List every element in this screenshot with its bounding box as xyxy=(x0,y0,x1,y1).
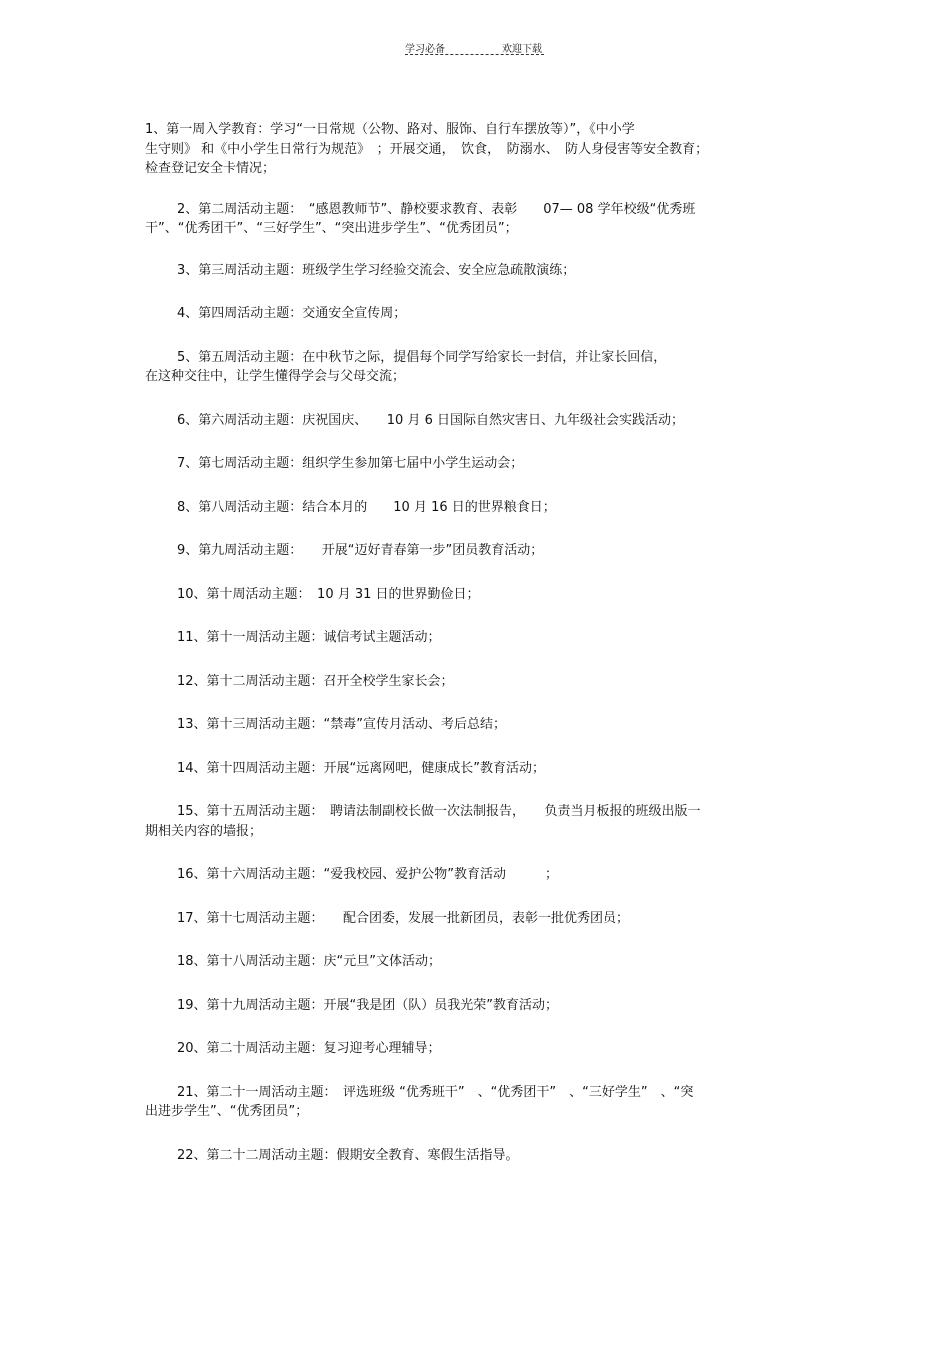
list-item-week-11 xyxy=(145,628,805,648)
activity-plan-list xyxy=(145,120,805,1165)
list-item-text: 12、第十二周活动主题：召开全校学生家长会； xyxy=(177,673,454,689)
list-item-week-9 xyxy=(145,541,805,561)
list-item-text: 5、第五周活动主题：在中秋节之际，提倡每个同学写给家长一封信，并让家长回信， xyxy=(177,349,667,365)
header-right-text: 欢迎下载 xyxy=(502,44,542,55)
list-item-text: 10、第十周活动主题： 10 月 31 日的世界勤俭日； xyxy=(177,586,480,602)
list-item-text: 干”、“优秀团干”、“三好学生”、“突出进步学生”、“优秀团员”； xyxy=(145,221,518,236)
list-item-text: 15、第十五周活动主题： 聘请法制副校长做一次法制报告， 负责当月板报的班级出版一 xyxy=(177,804,701,819)
list-item-week-5 xyxy=(145,348,805,387)
page-header xyxy=(0,40,950,60)
list-item-week-3 xyxy=(145,261,805,281)
list-item-week-19 xyxy=(145,996,805,1016)
list-item-week-22 xyxy=(145,1146,805,1166)
list-item-text: 18、第十八周活动主题：庆“元旦”文体活动； xyxy=(177,954,442,969)
list-item-week-2 xyxy=(145,200,805,239)
list-item-week-10 xyxy=(145,585,805,605)
list-item-text: 1、第一周入学教育：学习“一日常规（公物、路对、服饰、自行车摆放等）”，《中小学 xyxy=(145,122,635,137)
list-item-text: 6、第六周活动主题：庆祝国庆、 10 月 6 日国际自然灾害日、九年级社会实践活动； xyxy=(177,412,684,428)
list-item-text: 14、第十四周活动主题：开展“远离网吧，健康成长”教育活动； xyxy=(177,760,546,776)
list-item-text: 16、第十六周活动主题：“爱我校园、爱护公物”教育活动 ； xyxy=(177,867,559,882)
list-item-text: 7、第七周活动主题：组织学生参加第七届中小学生运动会； xyxy=(177,456,524,471)
list-item-week-16 xyxy=(145,865,805,885)
list-item-week-21 xyxy=(145,1083,805,1122)
list-item-text: 8、第八周活动主题：结合本月的 10 月 16 日的世界粮食日； xyxy=(177,499,556,515)
list-item-week-7 xyxy=(145,454,805,474)
list-item-week-18 xyxy=(145,952,805,972)
list-item-week-14 xyxy=(145,759,805,779)
list-item-text: 在这种交往中，让学生懂得学会与父母交流； xyxy=(145,369,406,384)
list-item-week-13 xyxy=(145,715,805,735)
list-item-week-8 xyxy=(145,498,805,518)
list-item-week-15 xyxy=(145,802,805,841)
list-item-week-12 xyxy=(145,672,805,692)
list-item-text: 3、第三周活动主题：班级学生学习经验交流会、安全应急疏散演练； xyxy=(177,262,576,278)
list-item-week-4 xyxy=(145,304,805,324)
list-item-week-20 xyxy=(145,1039,805,1059)
list-item-text: 检查登记安全卡情况； xyxy=(145,161,276,176)
list-item-text: 19、第十九周活动主题：开展“我是团（队）员我光荣”教育活动； xyxy=(177,997,559,1013)
list-item-text: 21、第二十一周活动主题： 评选班级 “优秀班干” 、“优秀团干” 、“三好学生” 、“突 xyxy=(177,1084,694,1100)
list-item-text: 出进步学生”、“优秀团员”； xyxy=(145,1104,309,1119)
list-item-week-1 xyxy=(145,120,805,179)
list-item-text: 2、第二周活动主题： “感恩教师节”、静校要求教育、表彰 07— 08 学年校级“优秀班 xyxy=(177,201,696,217)
list-item-text: 11、第十一周活动主题：诚信考试主题活动； xyxy=(177,630,441,645)
list-item-text: 9、第九周活动主题： 开展“迈好青春第一步”团员教育活动； xyxy=(177,543,544,558)
header-dashed-rule xyxy=(405,54,544,55)
list-item-text: 20、第二十周活动主题：复习迎考心理辅导； xyxy=(177,1041,441,1056)
list-item-week-6 xyxy=(145,411,805,431)
list-item-text: 4、第四周活动主题：交通安全宣传周； xyxy=(177,306,407,321)
list-item-text: 17、第十七周活动主题： 配合团委，发展一批新团员，表彰一批优秀团员； xyxy=(177,910,630,926)
header-left-text: 学习必备 xyxy=(405,44,445,55)
list-item-week-17 xyxy=(145,909,805,929)
list-item-text: 13、第十三周活动主题：“禁毒”宣传月活动、考后总结； xyxy=(177,717,507,732)
list-item-text: 22、第二十二周活动主题：假期安全教育、寒假生活指导。 xyxy=(177,1147,519,1163)
list-item-text: 生守则》 和《中小学生日常行为规范》 ；开展交通， 饮食， 防溺水、 防人身侵害等安全教育； xyxy=(145,141,709,157)
list-item-text: 期相关内容的墙报； xyxy=(145,823,263,839)
